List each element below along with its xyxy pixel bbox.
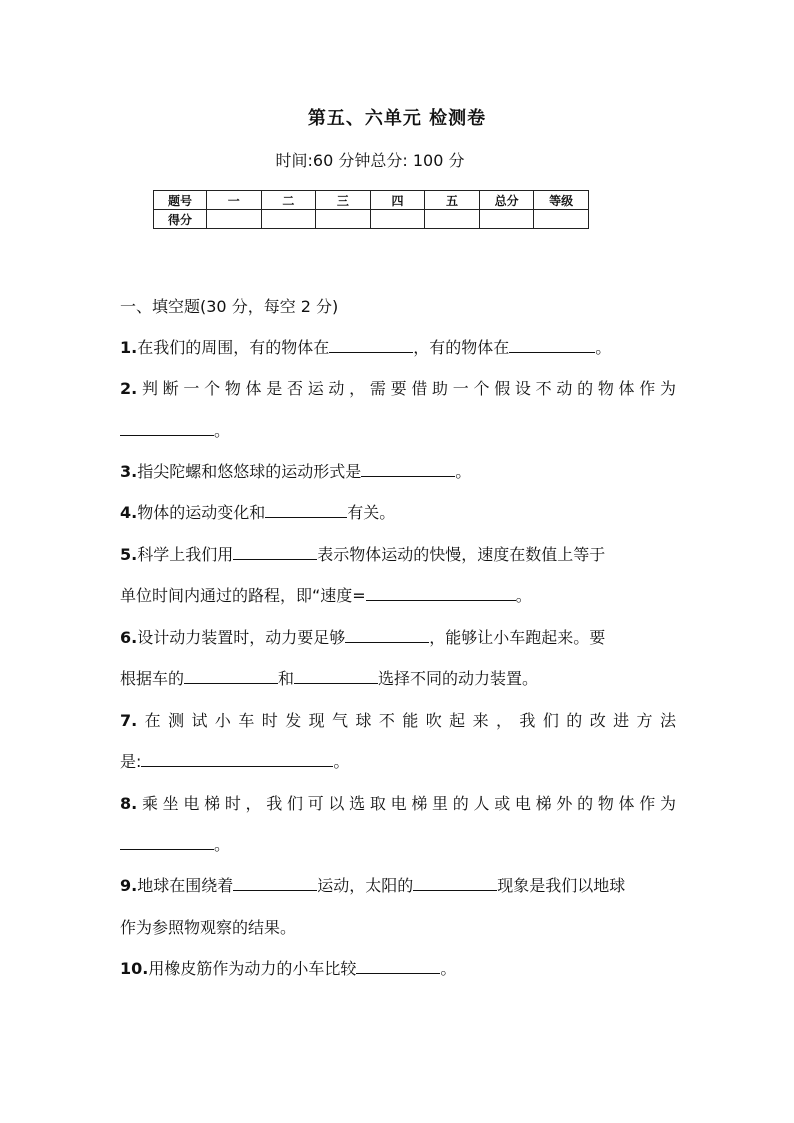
answer-blank[interactable] — [361, 462, 455, 477]
question-text: 选择不同的动力装置。 — [378, 669, 539, 688]
answer-blank[interactable] — [265, 503, 347, 518]
question-6-cont — [120, 669, 676, 689]
answer-blank[interactable] — [366, 586, 516, 601]
answer-blank[interactable] — [141, 752, 333, 767]
question-text: 。 — [214, 421, 231, 440]
score-cell[interactable] — [370, 210, 425, 229]
question-number: 9. — [120, 876, 138, 895]
question-number: 8. — [120, 794, 138, 813]
score-table-header-cell: 三 — [316, 191, 371, 210]
question-7-cont — [120, 752, 676, 772]
question-5-cont — [120, 586, 676, 606]
question-text: 科学上我们用 — [137, 545, 234, 564]
question-text: 和 — [278, 669, 295, 688]
question-text: 根据车的 — [120, 669, 185, 688]
section-heading-fill-in: 一、填空题(30 分，每空 2 分) — [120, 297, 339, 316]
question-text: 乘坐电梯时，我们可以选取电梯里的人或电梯外的物体作为 — [137, 794, 676, 813]
score-table-header-cell: 总分 — [479, 191, 534, 210]
question-6 — [120, 628, 676, 648]
question-number: 3. — [120, 462, 138, 481]
question-text: 现象是我们以地球 — [497, 876, 626, 895]
score-table-header-cell: 一 — [207, 191, 262, 210]
question-text: 设计动力装置时，动力要足够 — [137, 628, 346, 647]
question-8-cont — [120, 835, 676, 855]
question-text: 用橡皮筋作为动力的小车比较 — [148, 959, 357, 978]
answer-blank[interactable] — [329, 338, 413, 353]
question-text: ，能够让小车跑起来。要 — [429, 628, 606, 647]
question-text: 表示物体运动的快慢，速度在数值上等于 — [317, 545, 606, 564]
question-number: 1. — [120, 338, 138, 357]
score-table-header-row — [154, 191, 589, 210]
question-text: 在测试小车时发现气球不能吹起来，我们的改进方法 — [137, 711, 676, 730]
answer-blank[interactable] — [345, 628, 429, 643]
question-8 — [120, 794, 676, 814]
score-table-score-row — [154, 210, 589, 229]
score-cell[interactable] — [425, 210, 480, 229]
question-text: 作为参照物观察的结果。 — [120, 918, 297, 937]
page-title: 第五、六单元 检测卷 — [307, 108, 487, 129]
question-number: 2. — [120, 379, 138, 398]
question-text: 。 — [455, 462, 472, 481]
question-4 — [120, 503, 676, 523]
question-number: 10. — [120, 959, 149, 978]
answer-blank[interactable] — [413, 876, 497, 891]
exam-info: 时间:60 分钟总分: 100 分 — [275, 151, 465, 170]
question-text: ，有的物体在 — [413, 338, 510, 357]
score-cell[interactable] — [316, 210, 371, 229]
answer-blank[interactable] — [233, 545, 317, 560]
score-row-label: 得分 — [154, 210, 207, 229]
answer-blank[interactable] — [120, 421, 214, 436]
question-text: 是: — [120, 752, 142, 771]
question-3 — [120, 462, 676, 482]
answer-blank[interactable] — [120, 835, 214, 850]
score-cell[interactable] — [207, 210, 262, 229]
score-cell[interactable] — [261, 210, 316, 229]
question-text: 。 — [595, 338, 612, 357]
question-text: 有关。 — [347, 503, 396, 522]
score-cell[interactable] — [479, 210, 534, 229]
question-2 — [120, 379, 676, 399]
question-number: 6. — [120, 628, 138, 647]
question-9 — [120, 876, 676, 896]
answer-blank[interactable] — [233, 876, 317, 891]
score-table-header-cell: 二 — [261, 191, 316, 210]
question-text: 地球在围绕着 — [137, 876, 234, 895]
score-table-header-cell: 等级 — [534, 191, 589, 210]
question-5 — [120, 545, 676, 565]
question-number: 7. — [120, 711, 138, 730]
score-table-header-cell: 题号 — [154, 191, 207, 210]
question-7 — [120, 711, 676, 731]
score-table-header-cell: 五 — [425, 191, 480, 210]
score-table — [153, 190, 589, 229]
question-text: 判断一个物体是否运动，需要借助一个假设不动的物体作为 — [137, 379, 676, 398]
question-text: 在我们的周围，有的物体在 — [137, 338, 330, 357]
question-text: 单位时间内通过的路程，即“速度= — [120, 586, 366, 605]
question-2-cont — [120, 421, 676, 441]
score-cell[interactable] — [534, 210, 589, 229]
question-number: 4. — [120, 503, 138, 522]
question-text: 指尖陀螺和悠悠球的运动形式是 — [137, 462, 362, 481]
score-table-header-cell: 四 — [370, 191, 425, 210]
question-text: 物体的运动变化和 — [137, 503, 266, 522]
answer-blank[interactable] — [184, 669, 278, 684]
question-text: 。 — [515, 586, 532, 605]
question-text: 。 — [333, 752, 350, 771]
answer-blank[interactable] — [509, 338, 595, 353]
question-text: 。 — [440, 959, 457, 978]
answer-blank[interactable] — [356, 959, 440, 974]
question-text: 运动，太阳的 — [317, 876, 414, 895]
question-text: 。 — [214, 835, 231, 854]
answer-blank[interactable] — [294, 669, 378, 684]
question-9-cont — [120, 918, 676, 938]
question-10 — [120, 959, 676, 979]
question-1 — [120, 338, 676, 358]
question-number: 5. — [120, 545, 138, 564]
